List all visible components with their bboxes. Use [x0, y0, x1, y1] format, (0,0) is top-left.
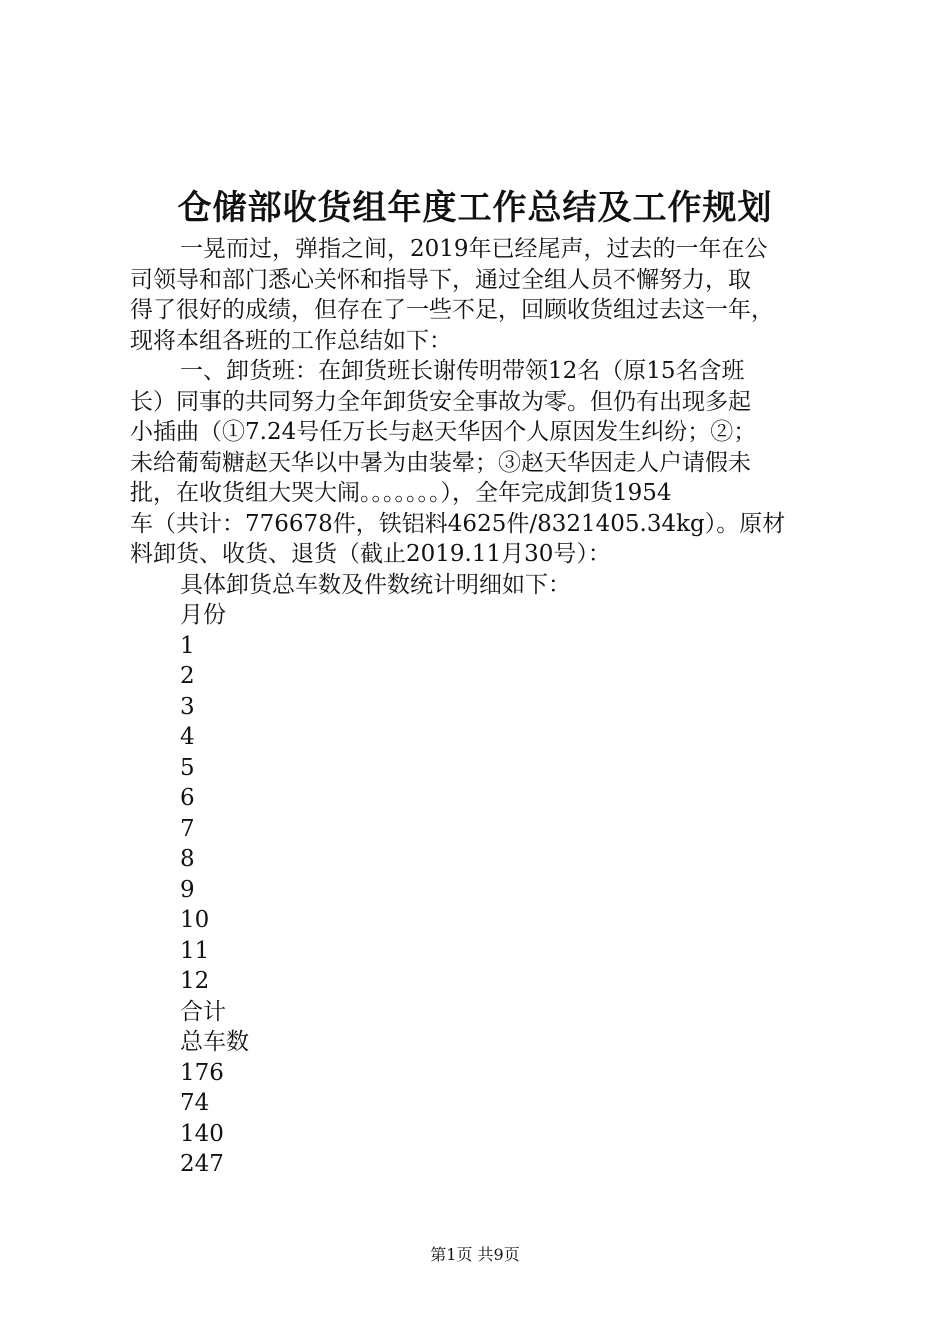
table-cell-month: 11 — [180, 937, 210, 964]
table-cell-month: 1 — [180, 632, 195, 659]
table-cell-value: 74 — [180, 1090, 210, 1116]
table-cell-month: 9 — [180, 876, 195, 903]
table-cell-month: 8 — [180, 846, 195, 872]
table-cell-month: 12 — [180, 968, 210, 994]
table-cell-value: 247 — [180, 1151, 224, 1177]
table-cell-total-label: 合计 — [180, 998, 226, 1025]
table-cell-month: 3 — [180, 693, 195, 720]
table-cell-month: 10 — [180, 907, 210, 933]
table-cell-month: 2 — [180, 663, 195, 689]
paragraph-line: 料卸货、收货、退货（截止2019.11月30号）： — [130, 541, 611, 567]
paragraph-line: 未给葡萄糖赵天华以中暑为由装晕；③赵天华因走人户请假未 — [130, 449, 751, 476]
table-cell-value: 140 — [180, 1120, 224, 1147]
paragraph-line: 长）同事的共同努力全年卸货安全事故为零。但仍有出现多起 — [130, 388, 751, 415]
table-cell-month: 4 — [180, 724, 195, 750]
paragraph-line: 小插曲（①7.24号任万长与赵天华因个人原因发生纠纷；②； — [130, 419, 757, 445]
document-body — [130, 234, 830, 1180]
table-cell-month: 7 — [180, 815, 195, 842]
paragraph-line: 车（共计：776678件，铁铝料4625件/8321405.34kg）。原材 — [130, 510, 786, 537]
paragraph-line: 现将本组各班的工作总结如下： — [130, 327, 452, 354]
table-cell-value: 176 — [180, 1059, 224, 1086]
paragraph-line: 一、卸货班：在卸货班长谢传明带领12名（原15名含班 — [180, 358, 745, 384]
paragraph-line: 司领导和部门悉心关怀和指导下，通过全组人员不懈努力，取 — [130, 266, 751, 293]
paragraph-line: 批，在收货组大哭大闹。。。。。。。），全年完成卸货1954 — [130, 480, 672, 506]
table-cell-header: 总车数 — [180, 1029, 249, 1055]
paragraph-line: 得了很好的成绩，但存在了一些不足，回顾收货组过去这一年， — [130, 297, 774, 323]
table-cell-month: 5 — [180, 754, 195, 781]
table-cell-month: 6 — [180, 785, 195, 811]
paragraph-line: 具体卸货总车数及件数统计明细如下： — [180, 571, 571, 598]
paragraph-line: 一晃而过，弹指之间，2019年已经尾声，过去的一年在公 — [180, 236, 768, 262]
document-title: 仓储部收货组年度工作总结及工作规划 — [177, 188, 773, 228]
page-footer: 第1页 共9页 — [430, 1245, 520, 1264]
table-cell-header: 月份 — [180, 602, 226, 628]
